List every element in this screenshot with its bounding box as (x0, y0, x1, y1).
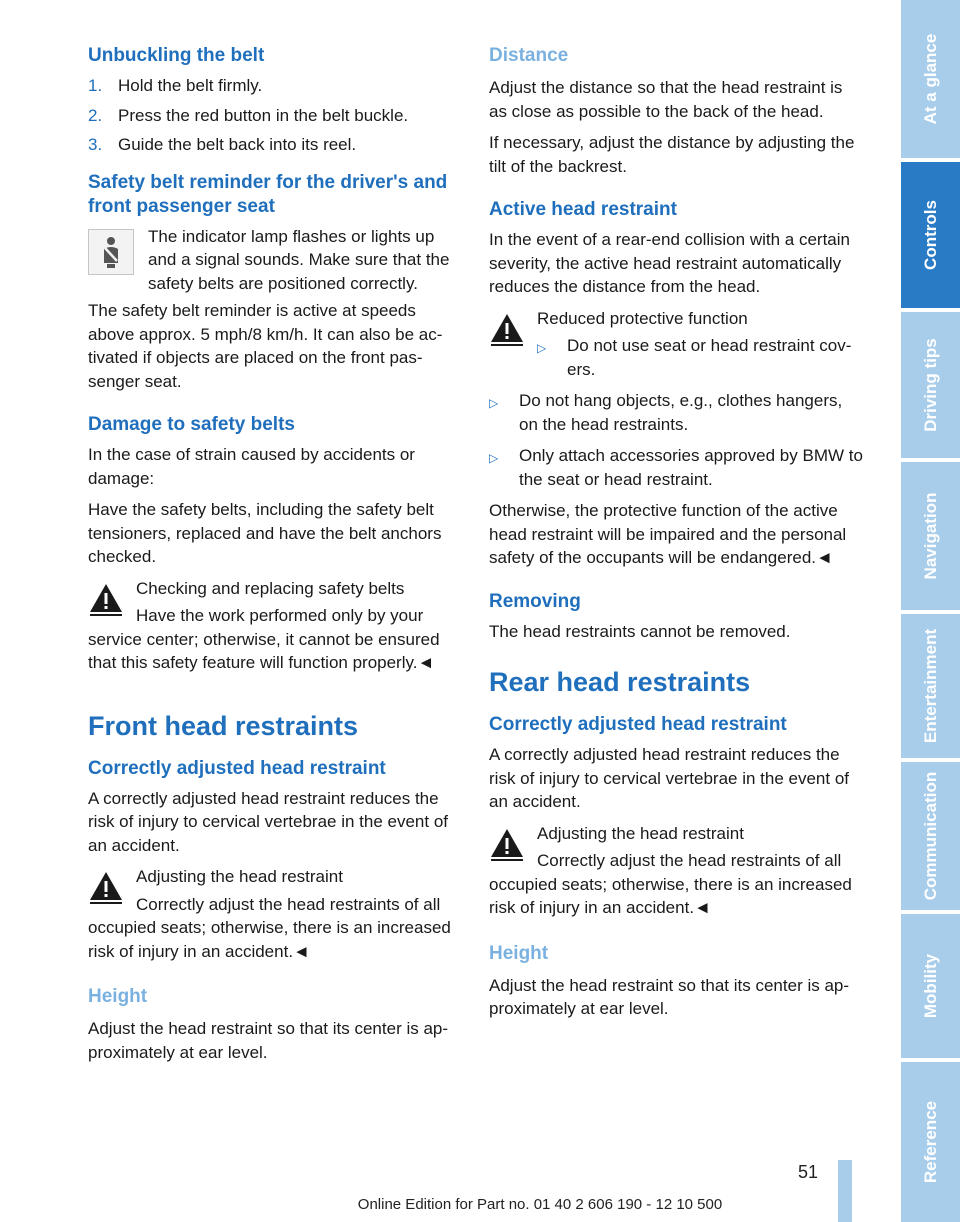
bullet-text: Do not use seat or head restraint cov-ers. (567, 336, 852, 379)
step-text: Press the red button in the belt buckle. (118, 105, 409, 125)
tab-label: Entertainment (920, 628, 940, 744)
warning-icon (88, 869, 124, 905)
tab-at-a-glance[interactable] (901, 0, 960, 158)
step-item (88, 133, 464, 157)
tab-controls[interactable] (901, 162, 960, 308)
page-number: 51 (798, 1162, 819, 1182)
height-text: Adjust the head restraint so that its center is ap-proximately at ear level. (88, 1019, 449, 1062)
damage-paragraph-1: In the case of strain caused by accidents or damage: (88, 445, 415, 488)
removing-text: The head restraints cannot be removed. (489, 621, 791, 641)
reminder-heading: Safety belt reminder for the driver's and front passenger seat (88, 171, 448, 217)
tab-communication[interactable] (901, 762, 960, 910)
warning-icon (489, 826, 525, 862)
height-heading: Height (88, 986, 148, 1007)
tab-label: Controls (920, 200, 940, 270)
reminder-text: The safety belt reminder is active at speeds above approx. 5 mph/8 km/h. It can also be ac-tivated if objects are placed on the front pas-senger seat. (88, 301, 443, 391)
warning-text: Correctly adjust the head restraints of all occupied seats; otherwise, there is an increased risk of injury in an accident.◄ (88, 894, 451, 961)
unbuckling-heading: Unbuckling the belt (88, 45, 265, 66)
tab-label: At a glance (920, 33, 940, 125)
warning-icon (489, 311, 525, 347)
step-item (88, 104, 464, 128)
tab-label: Reference (920, 1100, 940, 1184)
bullet-item (489, 389, 865, 436)
height-heading: Height (489, 942, 549, 964)
triangle-bullet-icon: ▷ (489, 451, 499, 465)
step-text: Guide the belt back into its reel. (118, 135, 357, 154)
reminder-note (88, 225, 464, 394)
bullet-item (489, 444, 865, 491)
tab-label: Navigation (920, 492, 940, 580)
bullet-item (537, 334, 865, 381)
warning-text: Correctly adjust the head restraints of all occupied seats; otherwise, there is an increased risk of injury in an accident.◄ (489, 851, 852, 917)
correctly-adjusted-text: A correctly adjusted head restraint reduces the risk of injury to cervical vertebrae in the event of an accident. (88, 788, 448, 855)
warning-title: Adjusting the head restraint (136, 867, 343, 886)
unbuckling-steps (88, 74, 464, 157)
bullet-text: Do not hang objects, e.g., clothes hangers, on the head restraints. (519, 391, 843, 434)
damage-heading: Damage to safety belts (88, 414, 295, 435)
warning-note (489, 822, 865, 920)
warning-note (88, 577, 464, 675)
height-text: Adjust the head restraint so that its center is ap-proximately at ear level. (489, 975, 850, 1018)
distance-paragraph-2: If necessary, adjust the distance by adjusting the tilt of the backrest. (489, 133, 855, 176)
warning-note (489, 307, 865, 382)
footer-text: Online Edition for Part no. 01 40 2 606 190 - 12 10 500 (357, 1196, 723, 1213)
step-number: 1. (88, 76, 103, 95)
tab-label: Driving tips (920, 338, 940, 432)
correctly-adjusted-heading: Correctly adjusted head restraint (489, 714, 787, 735)
tab-label: Mobility (920, 953, 940, 1019)
warning-text: Have the work performed only by your service center; otherwise, it cannot be ensured that this safety feature will function properly.◄ (88, 606, 440, 672)
step-text: Hold the belt firmly. (118, 76, 263, 95)
step-number: 3. (88, 135, 103, 154)
seatbelt-icon (88, 229, 134, 275)
reminder-icon-text: The indicator lamp flashes or lights up and a signal sounds. Make sure that the safety belts are positioned correctly. (148, 226, 450, 293)
rear-head-restraints-heading: Rear head restraints (489, 667, 751, 697)
warning-icon (88, 581, 124, 617)
distance-paragraph-1: Adjust the distance so that the head restraint is as close as possible to the back of the head. (489, 78, 843, 121)
tab-mobility[interactable] (901, 914, 960, 1058)
active-head-restraint-heading: Active head restraint (489, 199, 677, 220)
warning-note (88, 865, 464, 963)
warning-title: Checking and replacing safety belts (136, 578, 405, 598)
correctly-adjusted-text: A correctly adjusted head restraint reduces the risk of injury to cervical vertebrae in the event of an accident. (489, 745, 849, 811)
tab-entertainment[interactable] (901, 614, 960, 758)
chapter-sidebar (901, 0, 960, 1222)
warning-title: Reduced protective function (537, 308, 748, 328)
step-item (88, 74, 464, 98)
triangle-bullet-icon: ▷ (489, 396, 499, 410)
triangle-bullet-icon: ▷ (537, 341, 547, 355)
footer (0, 1196, 960, 1213)
front-head-restraints-heading: Front head restraints (88, 710, 359, 741)
warning-title: Adjusting the head restraint (537, 823, 744, 843)
tab-driving-tips[interactable] (901, 312, 960, 458)
otherwise-text: Otherwise, the protective function of the active head restraint will be impaired and the personal safety of the occupants will be endangered.◄ (489, 501, 847, 567)
active-head-restraint-text: In the event of a rear-end collision with a certain severity, the active head restraint automatically reduces the distance from the head. (489, 230, 850, 296)
right-column (489, 44, 865, 1029)
tab-label: Communication (920, 771, 940, 901)
distance-heading: Distance (489, 45, 569, 66)
bullet-text: Only attach accessories approved by BMW to the seat or head restraint. (519, 446, 863, 489)
removing-heading: Removing (489, 590, 581, 612)
damage-paragraph-2: Have the safety belts, including the safety belt tensioners, replaced and have the belt anchors checked. (88, 500, 442, 566)
step-number: 2. (88, 105, 103, 125)
correctly-adjusted-heading: Correctly adjusted head restraint (88, 757, 386, 779)
left-column (88, 44, 464, 1072)
tab-navigation[interactable] (901, 462, 960, 610)
